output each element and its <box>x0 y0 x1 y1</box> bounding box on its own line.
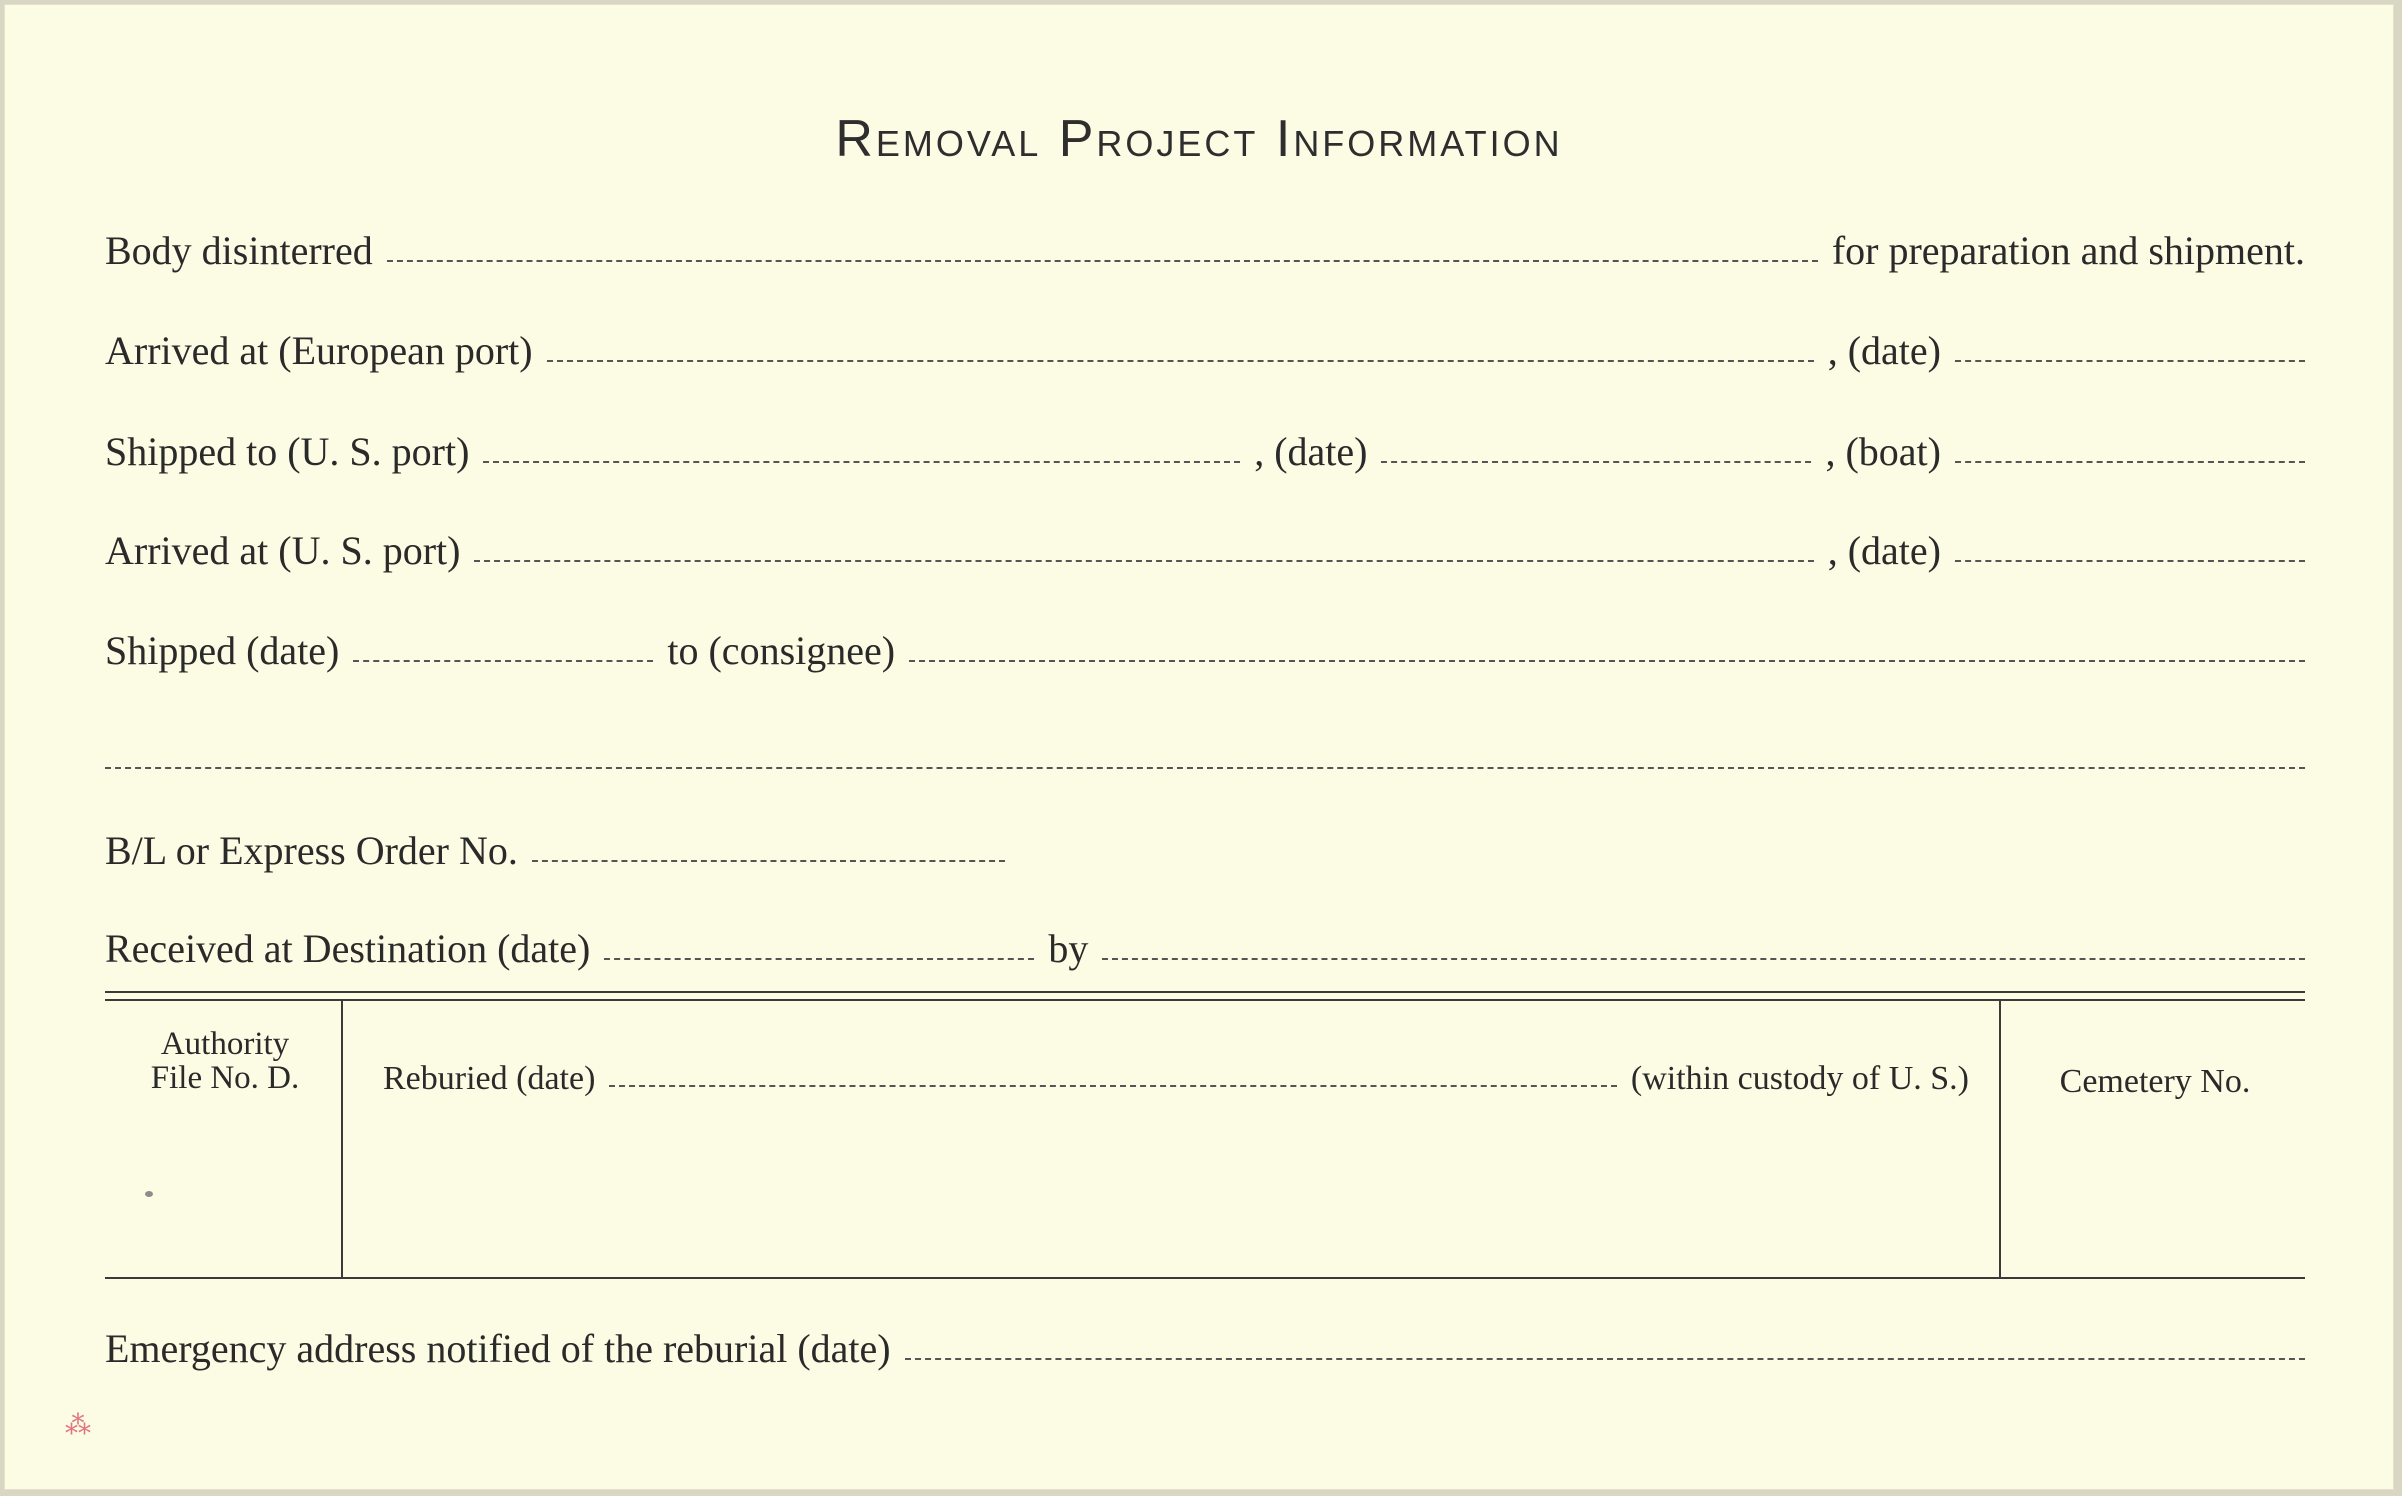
body-disinterred-suffix: for preparation and shipment. <box>1831 228 2305 273</box>
row-emergency <box>105 1325 2305 1372</box>
table-bottom-rule <box>105 1277 2305 1279</box>
received-date-field[interactable] <box>604 958 1034 960</box>
row-bl-order <box>105 827 1005 874</box>
row-arrived-european <box>105 327 2305 374</box>
boat-field[interactable] <box>1955 461 2305 463</box>
emergency-date-field[interactable] <box>905 1358 2305 1360</box>
shipped-to-us-label: Shipped to (U. S. port) <box>105 429 470 474</box>
received-by-field[interactable] <box>1102 958 2305 960</box>
form-card <box>4 4 2394 1490</box>
paper-speck <box>145 1191 153 1197</box>
row-received <box>105 925 2305 972</box>
table-top-rule-1 <box>105 991 2305 993</box>
file-no-label: File No. D. <box>150 1060 300 1096</box>
bl-order-field[interactable] <box>532 860 1005 862</box>
european-port-field[interactable] <box>547 360 1814 362</box>
row-arrived-us <box>105 527 2305 574</box>
bl-order-label: B/L or Express Order No. <box>105 828 518 873</box>
cemetery-label: Cemetery No. <box>2059 1063 2251 1100</box>
authority-cell <box>115 1027 335 1095</box>
received-label: Received at Destination (date) <box>105 926 591 971</box>
arrived-european-date-label: , (date) <box>1827 328 1941 373</box>
shipped-to-us-date-field[interactable] <box>1381 461 1811 463</box>
row-body-disinterred <box>105 227 2305 274</box>
shipped-to-us-boat-label: , (boat) <box>1825 429 1941 474</box>
table-divider-right <box>1999 1001 2001 1277</box>
arrived-us-port-field[interactable] <box>474 560 1813 562</box>
shipped-date-field[interactable] <box>353 660 653 662</box>
row-shipped-to-us <box>105 428 2305 475</box>
red-mark: ⁂ <box>65 1411 91 1440</box>
reburied-date-field[interactable] <box>609 1085 1617 1087</box>
authority-label: Authority <box>160 1026 290 1062</box>
body-disinterred-field[interactable] <box>387 260 1818 262</box>
arrived-european-date-field[interactable] <box>1955 360 2305 362</box>
table-divider-left <box>341 1001 343 1277</box>
received-by-label: by <box>1048 926 1089 971</box>
shipped-to-us-date-label: , (date) <box>1254 429 1368 474</box>
custody-label: (within custody of U. S.) <box>1630 1060 1969 1097</box>
us-port-field[interactable] <box>483 461 1240 463</box>
table-top-rule-2 <box>105 999 2305 1001</box>
shipped-date-label: Shipped (date) <box>105 628 340 673</box>
row-shipped-date <box>105 627 2305 674</box>
form-title: Removal Project Information <box>835 110 1563 168</box>
arrived-us-date-label: , (date) <box>1827 528 1941 573</box>
body-disinterred-label: Body disinterred <box>105 228 373 273</box>
reburied-label: Reburied (date) <box>383 1060 596 1097</box>
consignee-label: to (consignee) <box>667 628 896 673</box>
consignee-field[interactable] <box>909 660 2305 662</box>
arrived-european-label: Arrived at (European port) <box>105 328 533 373</box>
arrived-us-date-field[interactable] <box>1955 560 2305 562</box>
arrived-us-label: Arrived at (U. S. port) <box>105 528 461 573</box>
consignee-continuation-field[interactable] <box>105 767 2305 769</box>
emergency-label: Emergency address notified of the reburial (date) <box>105 1326 891 1371</box>
reburied-cell <box>383 1060 1969 1098</box>
